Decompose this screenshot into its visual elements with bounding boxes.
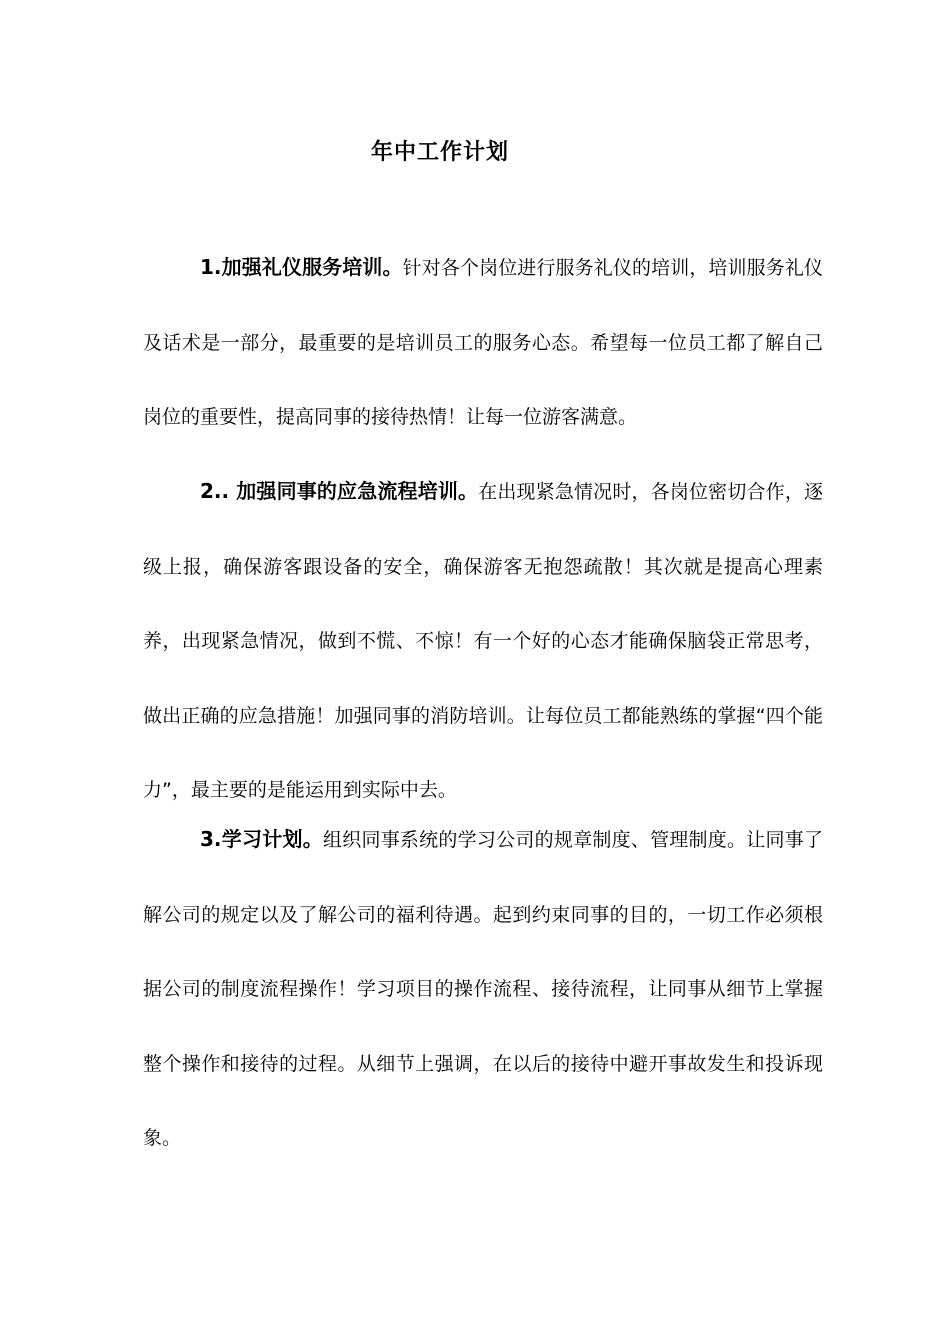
section-paragraph-2 xyxy=(143,454,823,828)
section-body-3: 组织同事系统的学习公司的规章制度、管理制度。让同事了解公司的规定以及了解公司的福利待遇。起到约束同事的目的，一切工作必须根据公司的制度流程操作！学习项目的操作流程、接待流程，让同事从细节上掌握整个操作和接待的过程。从细节上强调，在以后的接待中避开事故发生和投诉现象。 xyxy=(143,829,823,1149)
section-paragraph-3 xyxy=(143,802,823,1176)
section-body-1: 针对各个岗位进行服务礼仪的培训，培训服务礼仪及话术是一部分，最重要的是培训员工的服务心态。希望每一位员工都了解自己岗位的重要性，提高同事的接待热情！让每一位游客满意。 xyxy=(143,257,823,428)
section-paragraph-1 xyxy=(143,230,823,455)
document-title: 年中工作计划 xyxy=(370,140,509,165)
section-heading-1: 1.加强礼仪服务培训。 xyxy=(200,255,403,279)
section-heading-3: 3.学习计划。 xyxy=(200,827,323,851)
section-heading-2: 2.. 加强同事的应急流程培训。 xyxy=(200,479,479,503)
section-body-2: 在出现紧急情况时，各岗位密切合作，逐级上报，确保游客跟设备的安全，确保游客无抱怨疏散！其次就是提高心理素养，出现紧急情况，做到不慌、不惊！有一个好的心态才能确保脑袋正常思考，做出正确的应急措施！加强同事的消防培训。让每位员工都能熟练的掌握“四个能力”，最主要的是能运用到实际中去。 xyxy=(143,481,823,801)
